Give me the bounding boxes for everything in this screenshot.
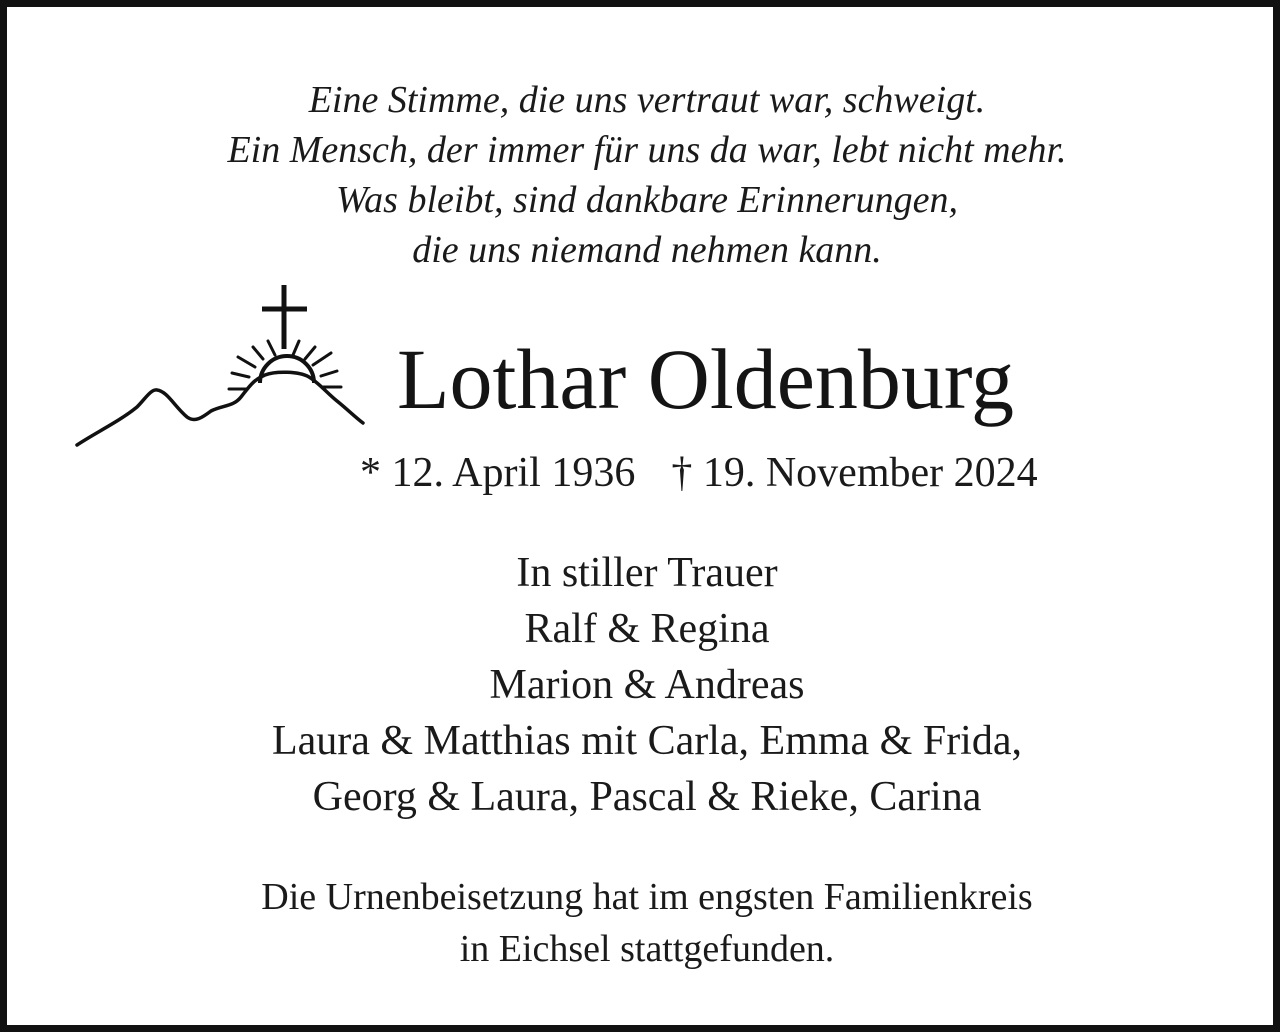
burial-note [7, 871, 1280, 975]
cross-over-sunrise-mountains-icon [75, 283, 367, 451]
mourners-list [7, 545, 1280, 825]
mourners-line-2: Ralf & Regina [524, 606, 770, 652]
mourners-line-1: In stiller Trauer [516, 550, 778, 596]
verse-line-1: Eine Stimme, die uns vertraut war, schweigt. [308, 79, 986, 121]
verse-line-2: Ein Mensch, der immer für uns da war, lebt nicht mehr. [227, 129, 1067, 171]
burial-note-line-1: Die Urnenbeisetzung hat im engsten Familienkreis [261, 876, 1033, 918]
mourners-line-3: Marion & Andreas [489, 662, 805, 708]
deceased-name: Lothar Oldenburg [397, 331, 1014, 427]
birth-date: * 12. April 1936 [360, 450, 636, 496]
verse-line-4: die uns niemand nehmen kann. [412, 229, 882, 271]
life-dates [360, 447, 1038, 499]
verse-line-3: Was bleibt, sind dankbare Erinnerungen, [335, 179, 959, 221]
death-date: † 19. November 2024 [671, 450, 1038, 496]
mourners-line-5: Georg & Laura, Pascal & Rieke, Carina [312, 774, 982, 820]
memorial-verse [7, 75, 1280, 275]
mourners-line-4: Laura & Matthias mit Carla, Emma & Frida, [272, 718, 1022, 764]
burial-note-line-2: in Eichsel stattgefunden. [459, 928, 835, 970]
